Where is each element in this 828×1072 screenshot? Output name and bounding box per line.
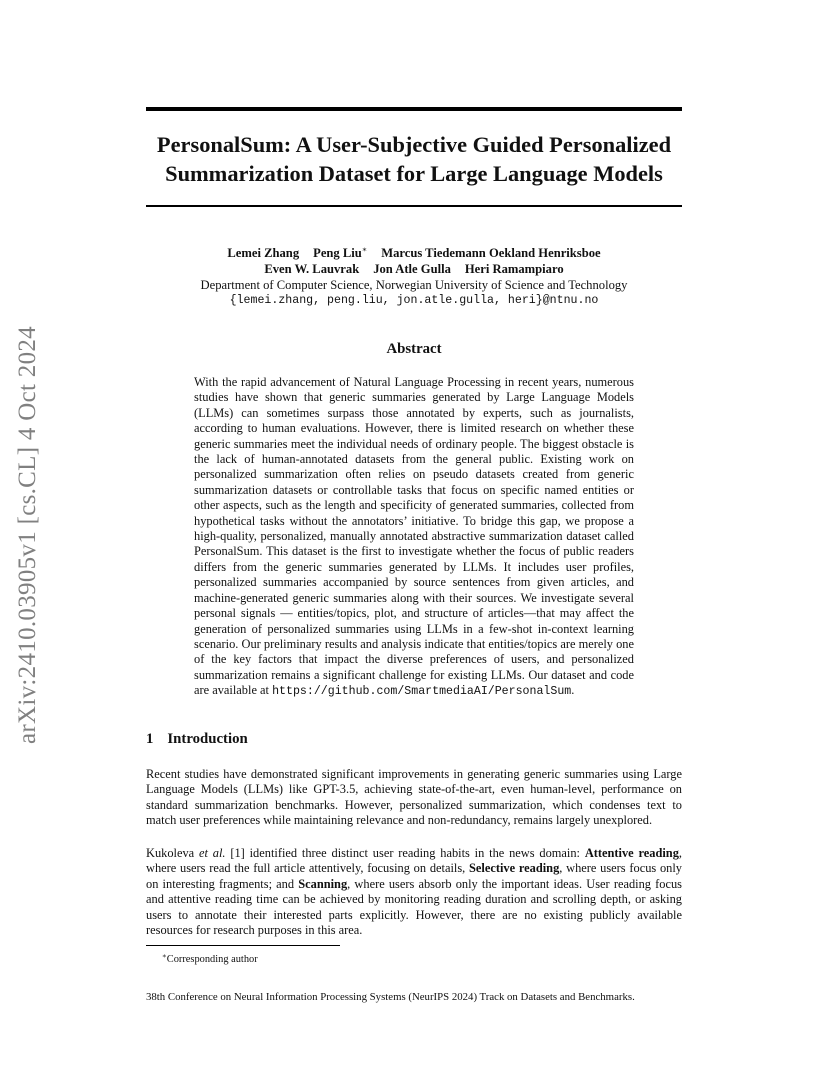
footnote-text: Corresponding author: [166, 954, 258, 965]
section-heading-introduction: [146, 731, 248, 748]
bold-term: Attentive reading: [584, 846, 679, 860]
author-affiliation: Department of Computer Science, Norwegian University of Science and Technology: [200, 278, 628, 292]
author-line-1: [120, 242, 708, 261]
title-line-2: Summarization Dataset for Large Language Models: [165, 161, 663, 186]
author-name: Heri Ramampiaro: [464, 262, 564, 276]
corresponding-author-mark: ∗: [361, 245, 368, 254]
author-emails: {lemei.zhang, peng.liu, jon.atle.gulla, heri}@ntnu.no: [229, 294, 599, 307]
author-name: Peng Liu∗: [313, 245, 368, 260]
author-line-2: [120, 261, 708, 277]
venue-note: 38th Conference on Neural Information Processing Systems (NeurIPS 2024) Track on Datasets and Benchmarks.: [146, 991, 635, 1003]
bold-term: Scanning: [298, 876, 348, 891]
section-title: Introduction: [167, 731, 248, 747]
author-block: [120, 242, 708, 309]
intro-paragraph-2: Kukoleva et al. [1] identified three distinct user reading habits in the news domain: Attentive reading, where users read the full article attentively, focusing on details, Selective reading, where users focus only on interesting fragments; and Scanning, where users absorb only the important ideas. User reading focus and attentive reading time can be achieved by monitoring reading duration and scrolling depth, or asking users to annotate their interested parts explicitly. However, there are no existing publicly available resources for research purposes in this area.: [146, 846, 683, 938]
title-bottom-rule: [146, 205, 682, 207]
title-top-rule: [146, 107, 682, 111]
abstract-text: [194, 375, 634, 700]
footnote-rule: [146, 945, 340, 946]
abstract-end-punctuation: .: [571, 683, 575, 698]
footnote-mark: ∗: [162, 952, 167, 960]
abstract-body-text: With the rapid advancement of Natural Language Processing in recent years, numerous studies have shown that generic summaries generated by Large Language Models (LLMs) can sometimes surpass those annotated by experts, such as journalists, according to human evaluations. However, there is limited research on whether these generic summaries meet the individual needs of ordinary people. The biggest obstacle is the lack of human-annotated datasets from the general public. Existing work on personalized summarization often relies on pseudo datasets created from generic summarization datasets or controllable tasks that focus on specific named entities or other aspects, such as the length and specificity of generated summaries, collected from hypothetical tasks without the annotators’ initiative. To bridge this gap, we propose a high-quality, personalized, manually annotated abstractive summarization dataset called PersonalSum. This dataset is the first to investigate whether the focus of public readers differs from the generic summaries generated by LLMs. It includes user profiles, personalized summaries accompanied by source sentences from given articles, and machine-generated generic summaries along with their sources. We investigate several personal signals — entities/topics, plot, and structure of articles—that may affect the generation of personalized summaries using LLMs in a few-shot in-context learning scenario. Our preliminary results and analysis indicate that entities/topics are merely one of the key factors that impact the diverse preferences of users, and personalized summarization remains a significant challenge for existing LLMs. Our dataset and code are available at: [194, 375, 634, 698]
author-name: Even W. Lauvrak: [264, 262, 360, 276]
abstract-heading: Abstract: [386, 341, 442, 357]
bold-term: Selective reading: [469, 861, 560, 876]
section-number: 1: [146, 731, 154, 747]
paper-title: [120, 130, 708, 188]
code-repository-link[interactable]: https://github.com/SmartmediaAI/PersonalSum: [272, 685, 572, 699]
author-name: Marcus Tiedemann Oekland Henriksboe: [381, 246, 601, 260]
arxiv-identifier-stamp: arXiv:2410.03905v1 [cs.CL] 4 Oct 2024: [14, 326, 41, 744]
title-line-1: PersonalSum: A User-Subjective Guided Personalized: [156, 132, 672, 157]
author-name: Lemei Zhang: [227, 246, 300, 260]
emphasis-text: et al.: [199, 846, 226, 860]
footnote: [162, 950, 258, 966]
author-name: Jon Atle Gulla: [373, 262, 451, 276]
intro-paragraph-1: Recent studies have demonstrated significant improvements in generating generic summaries using Large Language Models (LLMs) like GPT-3.5, achieving state-of-the-art, even human-level, performance on standard summarization benchmarks. However, personalized summarization, which condenses text to match user preferences while maintaining relevance and non-redundancy, remains largely unexplored.: [146, 767, 682, 828]
